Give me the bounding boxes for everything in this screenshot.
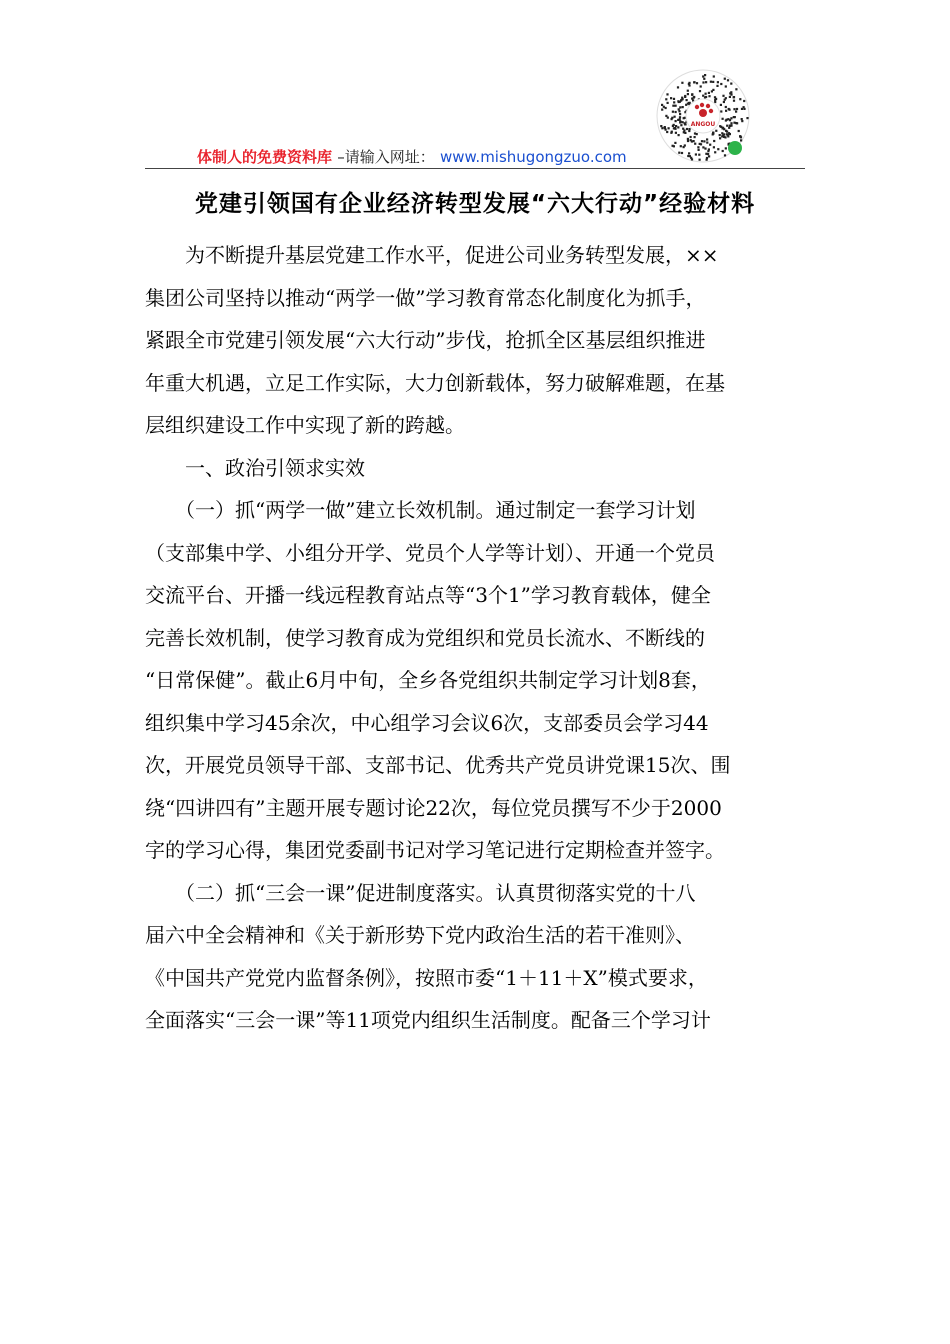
text-line: （二）抓“三会一课”促进制度落实。认真贯彻落实党的十八 — [145, 880, 696, 905]
text-line: 组织集中学习45余次，中心组学习会议6次，支部委员会学习44 — [145, 710, 709, 735]
paragraph — [145, 489, 807, 872]
text-line: 层组织建设工作中实现了新的跨越。 — [145, 413, 465, 437]
qr-logo-text: ANGOU — [690, 121, 716, 128]
document-body — [145, 234, 807, 1042]
header-divider — [145, 168, 805, 169]
text-line: 紧跟全市党建引领发展“六大行动”步伐，抢抓全区基层组织推进 — [145, 328, 706, 352]
text-line: 全面落实“三会一课”等11项党内组织生活制度。配备三个学习计 — [145, 1008, 711, 1032]
text-line: 字的学习心得，集团党委副书记对学习笔记进行定期检查并签字。 — [145, 838, 725, 862]
paragraph — [145, 872, 807, 1042]
text-line: 《中国共产党党内监督条例》，按照市委“1＋11＋X”模式要求， — [145, 965, 708, 990]
text-line: 年重大机遇，立足工作实际，大力创新载体，努力破解难题，在基 — [145, 370, 725, 395]
text-line: （一）抓“两学一做”建立长效机制。通过制定一套学习计划 — [145, 498, 696, 522]
text-line: 完善长效机制，使学习教育成为党组织和党员长流水、不断线的 — [145, 625, 705, 650]
text-line: 绕“四讲四有”主题开展专题讨论22次，每位党员撰写不少于2000 — [145, 795, 722, 820]
site-banner — [197, 146, 627, 167]
text-line: 集团公司坚持以推动“两学一做”学习教育常态化制度化为抓手， — [145, 285, 706, 310]
text-line: 次，开展党员领导干部、支部书记、优秀共产党员讲党课15次、围 — [145, 753, 731, 777]
page-header — [145, 138, 805, 166]
text-line: 届六中全会精神和《关于新形势下党内政治生活的若干准则》、 — [145, 923, 695, 947]
text-line: 交流平台、开播一线远程教育站点等“3个1”学习教育载体，健全 — [145, 583, 711, 607]
site-name: 体制人的免费资料库 — [197, 148, 333, 166]
text-line: 为不断提升基层党建工作水平，促进公司业务转型发展，×× — [145, 243, 719, 267]
site-url-link[interactable]: www.mishugongzuo.com — [440, 148, 627, 166]
document-title: 党建引领国有企业经济转型发展“六大行动”经验材料 — [194, 191, 756, 217]
text-line: “日常保健”。截止6月中旬，全乡各党组织共制定学习计划8套， — [145, 668, 711, 692]
text-line: 一、政治引领求实效 — [145, 455, 365, 480]
header-separator: – — [337, 148, 345, 166]
paragraph — [145, 447, 807, 490]
url-label: 请输入网址： — [344, 148, 435, 166]
text-line: （支部集中学、小组分开学、党员个人学等计划）、开通一个党员 — [145, 540, 715, 565]
paragraph — [145, 234, 807, 447]
